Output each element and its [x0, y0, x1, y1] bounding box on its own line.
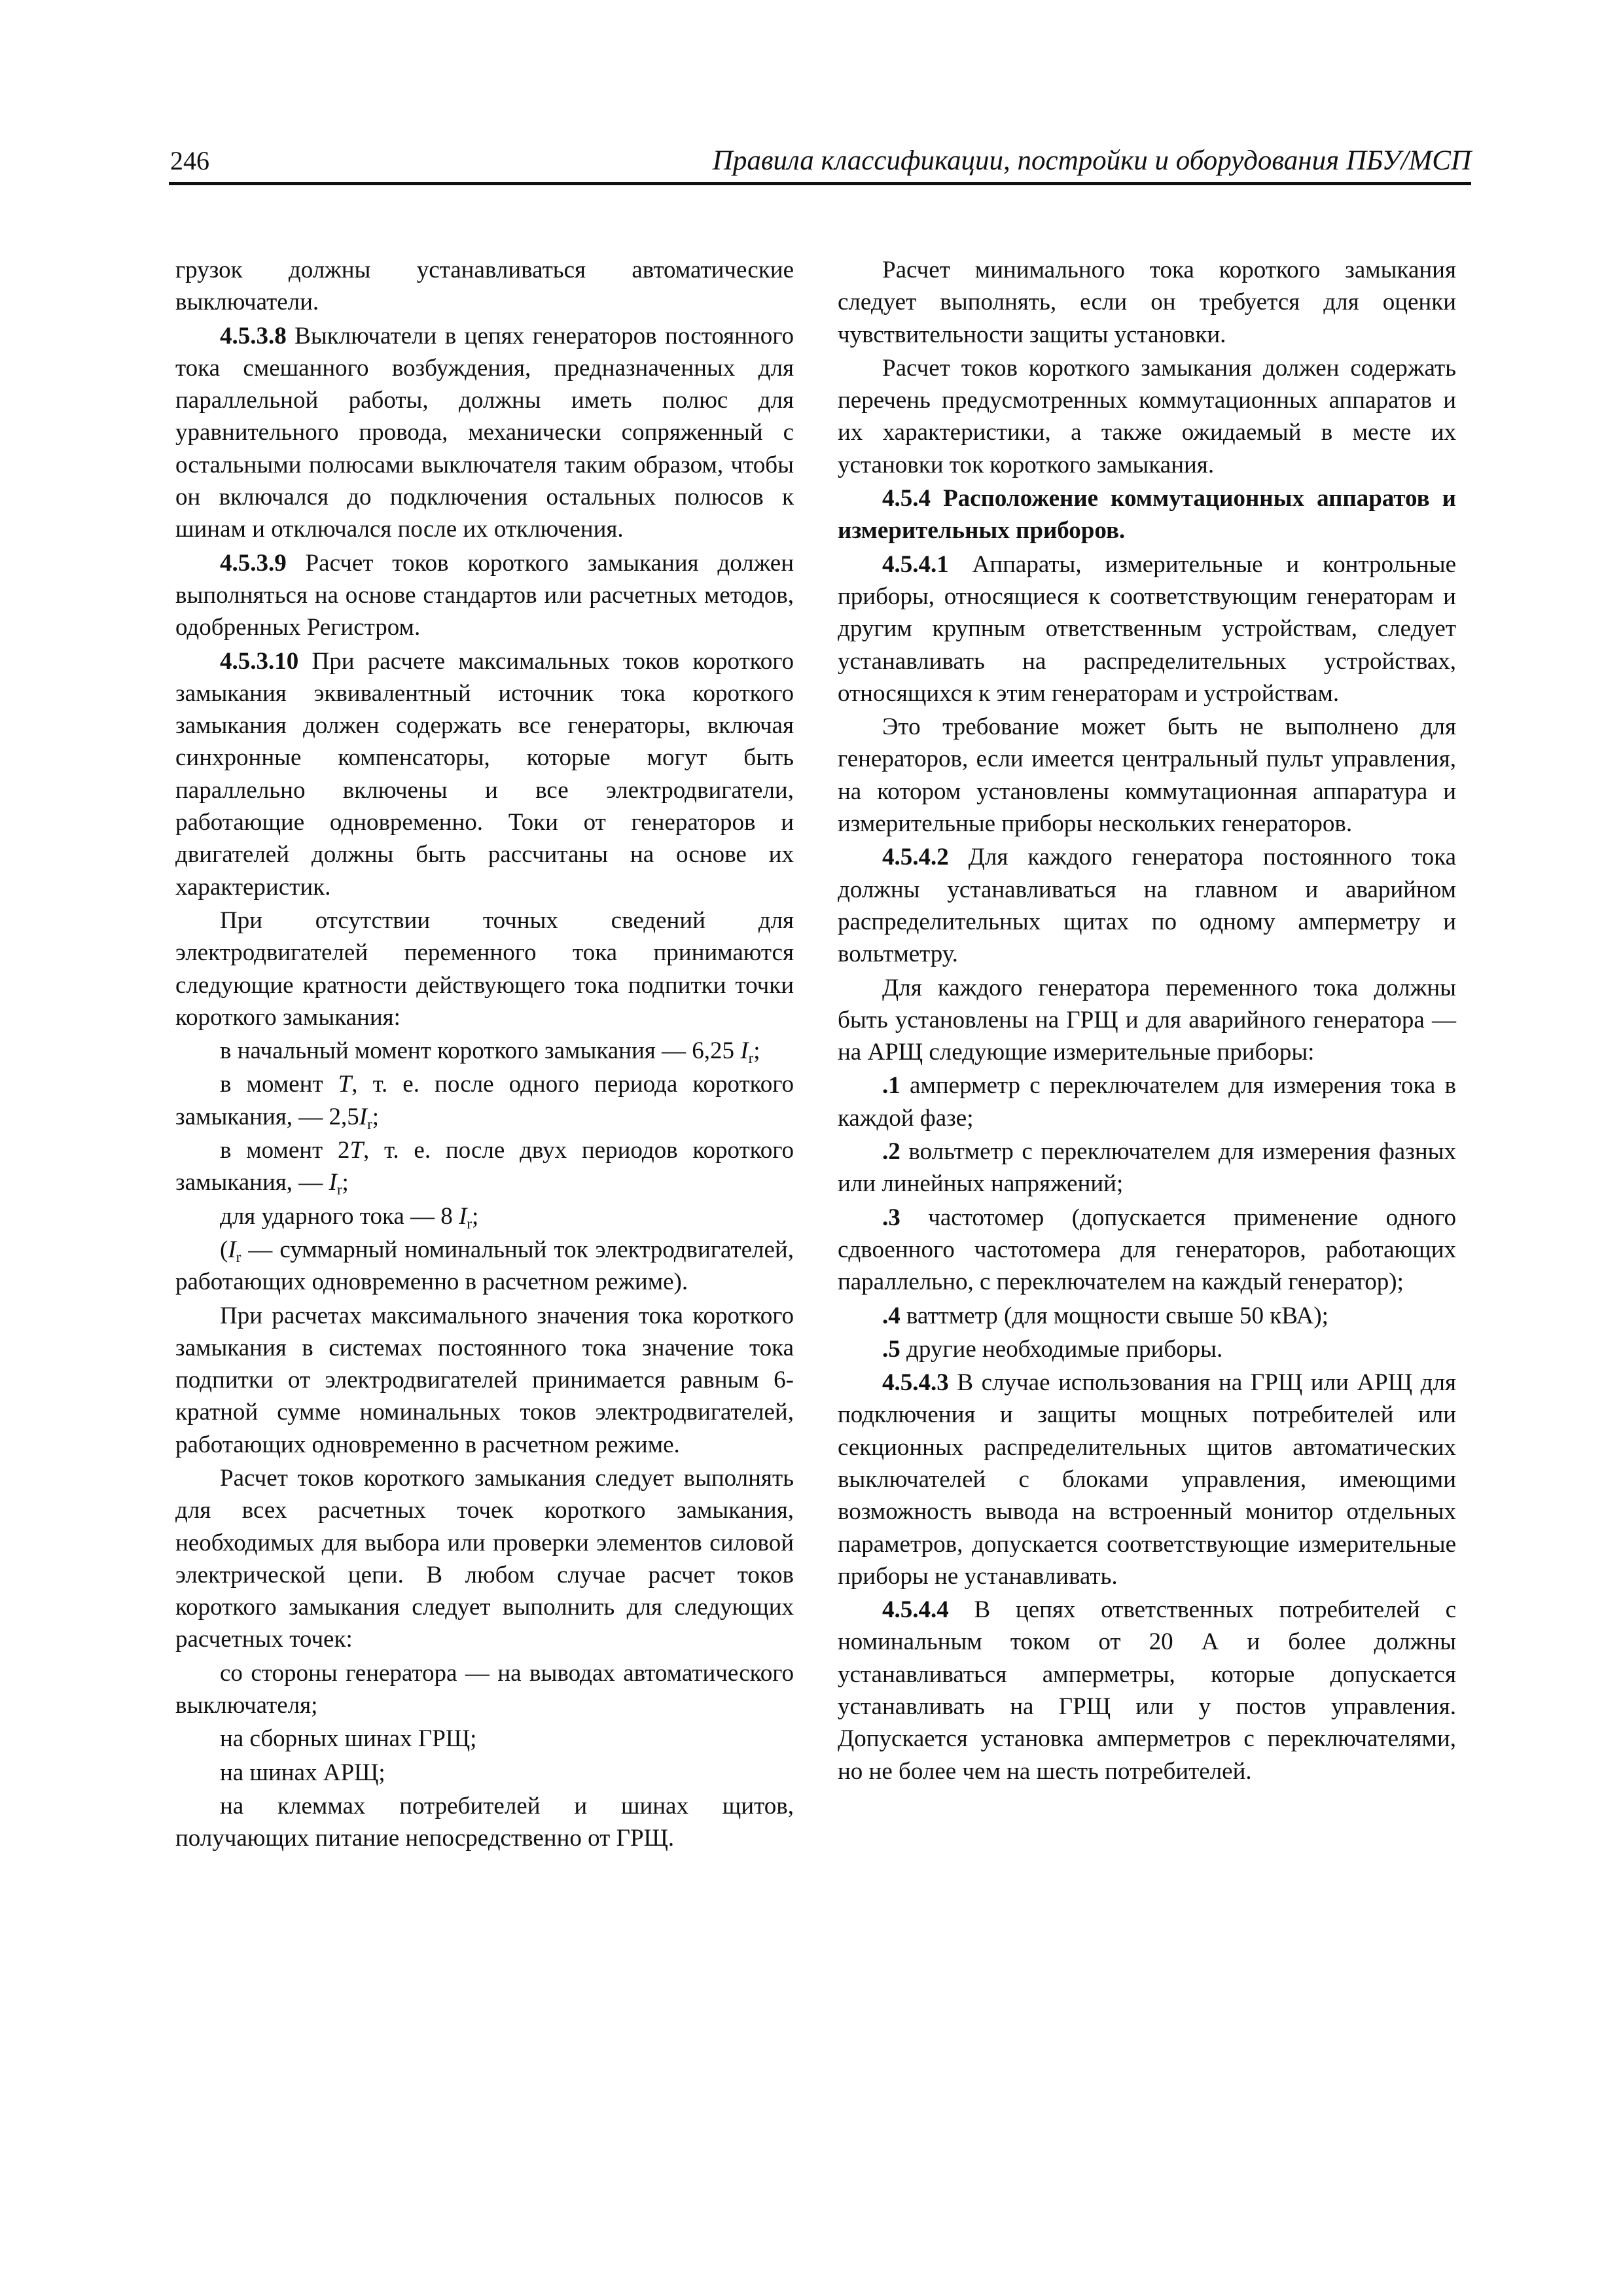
page-number: 246	[170, 146, 209, 175]
symbol-i: I	[329, 1169, 337, 1196]
formula-text: , т. е. после одного периода короткого замыкания, — 2,5	[175, 1071, 794, 1130]
list-item: на клеммах потребителей и шинах щитов, получающих питание непосредственно от ГРЩ.	[175, 1792, 794, 1852]
list-number: .4	[882, 1302, 901, 1329]
clause-text: В случае использования на ГРЩ или АРЩ для подключения и защиты мощных потребителей или секционных распределительных щитов автоматических выключателей с блоками управления, имеющими возможность вывода на встроенный монитор отдельных параметров, допускается соответствующие измерительные приборы не устанавливать.	[838, 1369, 1456, 1590]
clause-4-5-4-2	[838, 841, 1456, 970]
subscript-r: r	[748, 1050, 754, 1066]
paragraph: Расчет токов короткого замыкания должен содержать перечень предусмотренных коммутационных аппаратов и их характеристики, а также ожидаемый в месте их установки ток короткого замыкания.	[838, 354, 1456, 478]
list-item: на шинах АРЩ;	[220, 1759, 385, 1786]
list-number: .5	[882, 1335, 901, 1363]
symbol-t: T	[349, 1137, 364, 1164]
symbol-i: I	[740, 1037, 749, 1065]
paragraph: грузок должны устанавливаться автоматические выключатели.	[175, 257, 794, 316]
list-item	[838, 1069, 1456, 1134]
clause-4-5-3-8	[175, 320, 794, 546]
list-text: амперметр с переключателем для измерения тока в каждой фазе;	[838, 1072, 1456, 1132]
list-text: вольтметр с переключателем для измерения фазных или линейных напряжений;	[838, 1138, 1456, 1198]
clause-number: 4.5.4.1	[882, 550, 949, 578]
formula-line	[175, 1068, 794, 1133]
list-number: .1	[882, 1072, 901, 1100]
paragraph: Для каждого генератора переменного тока должны быть установлены на ГРЩ и для аварийного генератора — на АРЩ следующие измерительные приборы:	[838, 974, 1456, 1066]
clause-number: 4.5.4.2	[882, 844, 949, 871]
formula-text: в начальный момент короткого замыкания — 6,25	[220, 1037, 741, 1065]
punctuation: ;	[753, 1037, 760, 1065]
subscript-r: r	[467, 1215, 473, 1232]
clause-text: В цепях ответственных потребителей с номинальным током от 20 А и более должны устанавливаться амперметры, которые допускается устанавливать на ГРЩ или у постов управления. Допускается установка амперметров с переключателями, но не более чем на шесть потребителей.	[838, 1596, 1456, 1785]
list-item	[838, 1300, 1456, 1332]
clause-4-5-4-3	[838, 1367, 1456, 1592]
list-item: на сборных шинах ГРЩ;	[220, 1725, 477, 1753]
clause-text: Для каждого генератора постоянного тока должны устанавливаться на главном и аварийном распределительных щитах по одному амперметру и вольтметру.	[838, 844, 1456, 968]
right-column	[838, 254, 1456, 1789]
list-item	[838, 1202, 1456, 1299]
list-text: другие необходимые приборы.	[900, 1335, 1223, 1363]
formula-line	[175, 1200, 794, 1232]
paragraph: Расчет токов короткого замыкания следует выполнять для всех расчетных точек короткого замыкания, необходимых для выбора или проверки элементов силовой электрической цепи. В любом случае расчет токов короткого замыкания следует выполнить для следующих расчетных точек:	[175, 1464, 794, 1653]
clause-4-5-3-10	[175, 645, 794, 903]
punctuation: ;	[342, 1169, 349, 1196]
clause-text: Аппараты, измерительные и контрольные приборы, относящиеся к соответствующим генераторам и другим крупным ответственным устройствам, следует устанавливать на распределительных устройствах, относящихся к этим генераторам и устройствам.	[838, 550, 1456, 707]
formula-text: для ударного тока — 8	[220, 1202, 459, 1230]
clause-number: 4.5.3.9	[220, 549, 287, 577]
clause-4-5-4-1	[838, 548, 1456, 709]
clause-text: Расчет токов короткого замыкания должен выполняться на основе стандартов или расчетных методов, одобренных Регистром.	[175, 549, 794, 641]
paragraph: Это требование может быть не выполнено для генераторов, если имеется центральный пульт управления, на котором установлены коммутационная аппаратура и измерительные приборы нескольких генераторов.	[838, 713, 1456, 838]
page-header	[169, 143, 1471, 185]
list-number: .2	[882, 1138, 901, 1166]
symbol-i: I	[228, 1236, 236, 1263]
formula-text: в момент	[220, 1071, 338, 1098]
list-number: .3	[882, 1204, 901, 1231]
punctuation: ;	[472, 1202, 479, 1230]
clause-number: 4.5.4.4	[882, 1596, 949, 1624]
formula-line	[175, 1134, 794, 1199]
symbol-i: I	[359, 1103, 368, 1130]
subscript-r: r	[336, 1181, 342, 1198]
subscript-r: r	[236, 1248, 241, 1265]
clause-text: При расчете максимальных токов короткого замыкания эквивалентный источник тока короткого замыкания должен содержать все генераторы, включая синхронные компенсаторы, которые могут быть параллельно включены и все электродвигатели, работающие одновременно. Токи от генераторов и двигателей должны быть рассчитаны на основе их характеристик.	[175, 647, 794, 901]
formula-text: в момент 2	[220, 1137, 350, 1164]
list-item	[838, 1136, 1456, 1200]
clause-text: Выключатели в цепях генераторов постоянного тока смешанного возбуждения, предназначенных для параллельной работы, должны иметь полюс для уравнительного провода, механически сопряженный с остальными полюсами выключателя таким образом, чтобы он включался до подключения остальных полюсов к шинам и отключался после их отключения.	[175, 322, 794, 543]
paragraph: При отсутствии точных сведений для электродвигателей переменного тока принимаются следующие кратности действующего тока подпитки точки короткого замыкания:	[175, 906, 794, 1031]
formula-text: , т. е. после двух периодов короткого замыкания, —	[175, 1137, 794, 1196]
clause-4-5-4-4	[838, 1594, 1456, 1787]
formula-line	[175, 1035, 794, 1067]
formula-text: (	[220, 1236, 228, 1263]
punctuation: ;	[372, 1103, 380, 1130]
clause-number: 4.5.3.10	[220, 647, 299, 675]
left-column	[175, 254, 794, 1856]
list-item: со стороны генератора — на выводах автоматического выключателя;	[175, 1659, 794, 1719]
paragraph: При расчетах максимального значения тока короткого замыкания в системах постоянного тока значение тока подпитки от электродвигателей принимается равным 6-кратной сумме номинальных токов электродвигателей, работающих одновременно в расчетном режиме.	[175, 1302, 794, 1458]
list-item	[838, 1333, 1456, 1365]
formula-text: — суммарный номинальный ток электродвигателей, работающих одновременно в расчетном режиме).	[175, 1236, 794, 1296]
formula-note	[175, 1234, 794, 1299]
section-heading: 4.5.4 Расположение коммутационных аппаратов и измерительных приборов.	[838, 485, 1456, 545]
subscript-r: r	[367, 1115, 372, 1132]
list-text: частотомер (допускается применение одного сдвоенного частотомера для генераторов, работающих параллельно, с переключателем на каждый генератор);	[838, 1204, 1456, 1296]
list-text: ваттметр (для мощности свыше 50 кВА);	[900, 1302, 1329, 1329]
clause-number: 4.5.4.3	[882, 1369, 949, 1397]
running-title: Правила классификации, постройки и оборудования ПБУ/МСП	[712, 145, 1471, 176]
symbol-i: I	[459, 1202, 467, 1230]
symbol-t: T	[338, 1071, 352, 1098]
clause-number: 4.5.3.8	[220, 322, 287, 350]
paragraph: Расчет минимального тока короткого замыкания следует выполнять, если он требуется для оценки чувствительности защиты установки.	[838, 257, 1456, 348]
clause-4-5-3-9	[175, 547, 794, 644]
